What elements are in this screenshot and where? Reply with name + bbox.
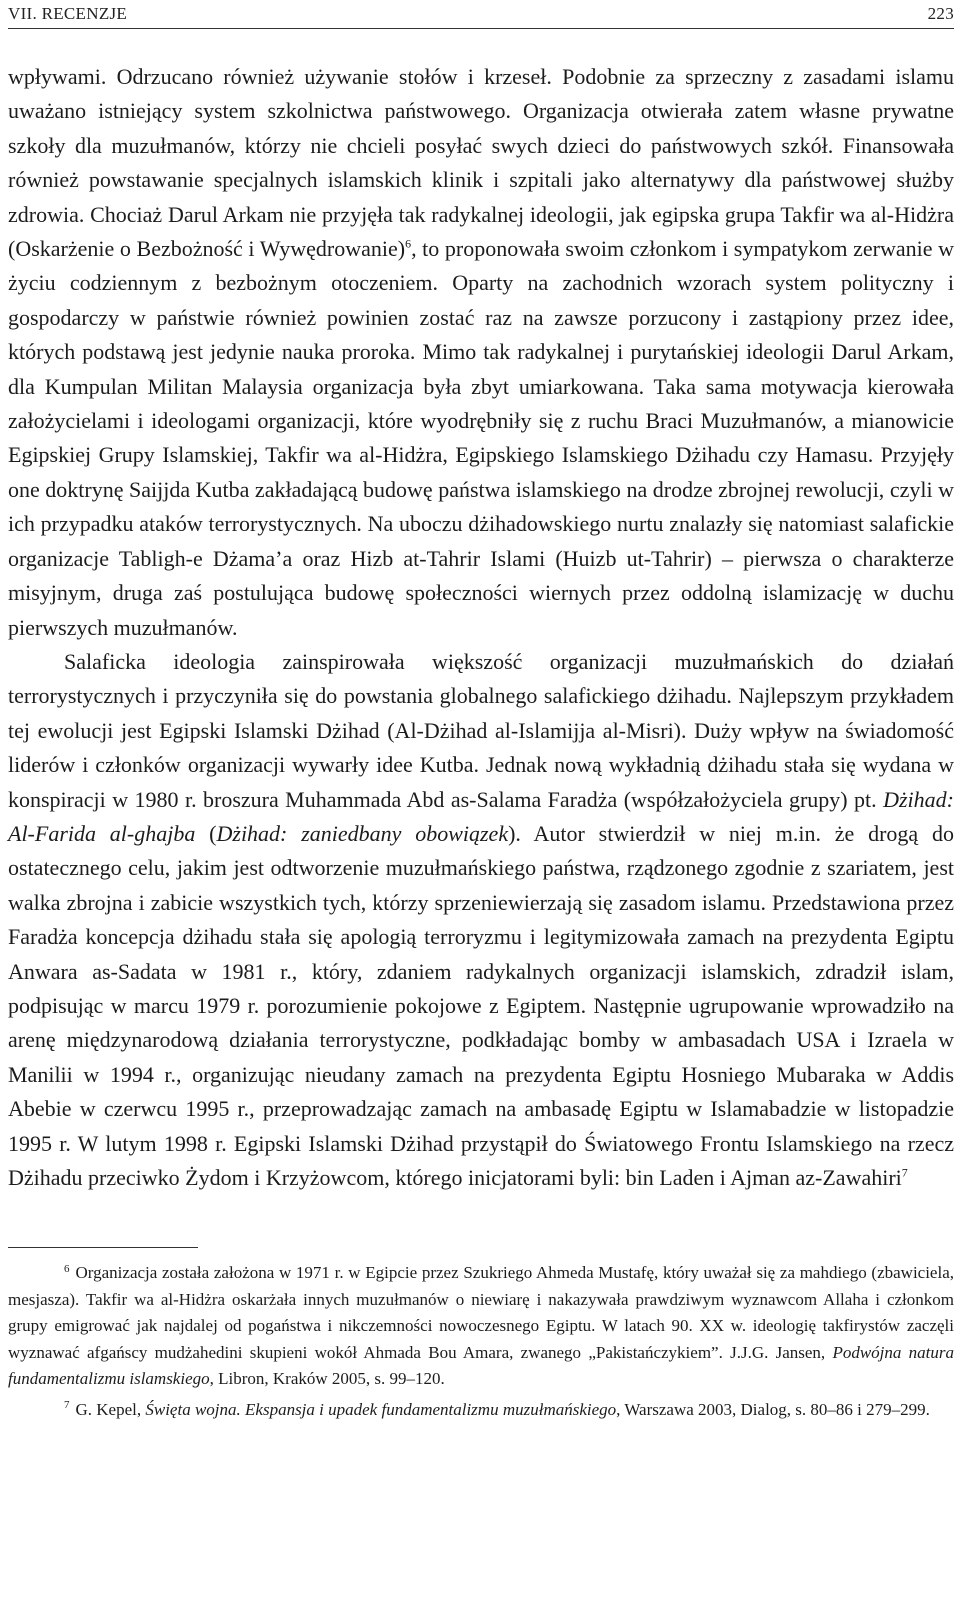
main-text — [8, 60, 954, 1195]
running-header — [8, 0, 954, 30]
footnote-7-text-b: , Warszawa 2003, Dialog, s. 80–86 i 279–299. — [616, 1399, 930, 1419]
paragraph-2-text-a: Salaficka ideologia zainspirowała większość organizacji muzułmańskich do działań terrorystycznych i przyczyniła się do powstania globalnego salafickiego dżihadu. Najlepszym przykładem tej ewolucji jest Egipski Islamski Dżihad (Al-Dżihad al-Islamijja al-Misri). Duży wpływ na świadomość liderów i członków organizacji wywarły idee Kutba. Jednak nową wykładnią dżihadu stała się wydana w konspiracji w 1980 r. broszura Muhammada Abd as-Salama Faradża (współzałożyciela grupy) pt. — [8, 648, 954, 812]
footnote-7-mark: 7 — [64, 1399, 70, 1412]
paragraph-2-text-c: ). Autor stwierdził w niej m.in. że drogą do ostatecznego celu, jakim jest odtworzenie muzułmańskiego państwa, rządzonego zgodnie z szariatem, jest walka zbrojna i zabicie wszystkich tych, którzy sprzeniewierzają się zasadom islamu. Przedstawiona przez Faradża koncepcja dżihadu stała się apologią terroryzmu i legitymizowała zamach na prezydenta Egiptu Anwara as-Sadata w 1981 r., który, zdaniem radykalnych organizacji islamskich, zdradził islam, podpisując w marcu 1979 r. porozumienie pokojowe z Egiptem. Następnie ugrupowanie wprowadziło na arenę międzynarodową działania terrorystyczne, podkładając bomby w ambasadach USA i Izraela w Manilii w 1994 r., organizując nieudany zamach na prezydenta Egiptu Hosniego Mubaraka w Addis Abebie w czerwcu 1995 r., przeprowadzając zamach na ambasadę Egiptu w Islamabadzie w listopadzie 1995 r. W lutym 1998 r. Egipski Islamski Dżihad przystąpił do Światowego Frontu Islamskiego na rzecz Dżihadu przeciwko Żydom i Krzyżowcom, którego inicjatorami byli: bin Laden i Ajman az-Zawahiri — [8, 820, 954, 1190]
footnote-6 — [8, 1260, 954, 1393]
paragraph-1-text-b: , to proponowała swoim członkom i sympatykom zerwanie w życiu codziennym z bezbożnym otoczeniem. Oparty na zachodnich wzorach system polityczny i gospodarczy w państwie również powinien zostać raz na zawsze porzucony i zastąpiony przez idee, których podstawą jest jedynie nauka proroka. Mimo tak radykalnej i purytańskiej ideologii Darul Arkam, dla Kumpulan Militan Malaysia organizacja była zbyt umiarkowana. Taka sama motywacja kierowała założycielami i ideologami organizacji, które wyodrębniły się z ruchu Braci Muzułmanów, a mianowicie Egipskiej Grupy Islamskiej, Takfir wa al-Hidżra, Egipskiego Islamskiego Dżihadu czy Hamasu. Przyjęły one doktrynę Saijjda Kutba zakładającą budowę państwa islamskiego na drodze zbrojnej rewolucji, czyli w ich przypadku ataków terrorystycznych. Na uboczu dżihadowskiego nurtu znalazły się natomiast salafickie organizacje Tabligh-e Dżama’a oraz Hizb at-Tahrir Islami (Huizb ut-Tahrir) – pierwsza o charakterze misyjnym, druga zaś postulująca budowę społeczności wiernych przez oddolną islamizację w duchu pierwszych muzułmanów. — [8, 236, 954, 640]
footnote-6-text-a: Organizacja została założona w 1971 r. w Egipcie przez Szukriego Ahmeda Mustafę, który uważał się za mahdiego (zbawiciela, mesjasza). Takfir wa al-Hidżra oskarżała innych muzułmanów o niewiarę i nakazywała prawdziwym wyznawcom Allaha i członkom grupy emigrować jak najdalej od pogaństwa i nikczemności nowoczesnego Egiptu. W latach 90. XX w. ideologię takfirystów zaczęli wyznawać afgańscy mudżahedini skupieni wokół Ahmada Bou Amara, zwanego „Pakistańczykiem”. J.J.G. Jansen, — [8, 1263, 954, 1362]
footnote-separator — [8, 1247, 198, 1248]
paragraph-1-text-a: wpływami. Odrzucano również używanie stołów i krzeseł. Podobnie za sprzeczny z zasadami islamu uważano istniejący system szkolnictwa państwowego. Organizacja otwierała zatem własne prywatne szkoły dla muzułmanów, którzy nie chcieli posyłać swych dzieci do państwowych szkół. Finansowała również powstawanie specjalnych islamskich klinik i szpitali jako alternatywy dla państwowej służby zdrowia. Chociaż Darul Arkam nie przyjęła tak radykalnej ideologii, jak egipska grupa Takfir wa al-Hidżra (Oskarżenie o Bezbożność i Wywędrowanie) — [8, 64, 954, 262]
footnote-6-mark: 6 — [64, 1262, 70, 1275]
paragraph-2-text-b: ( — [195, 820, 217, 846]
paragraph-2 — [8, 645, 954, 1196]
book-page — [8, 0, 954, 1427]
footnotes — [8, 1260, 954, 1423]
cited-title: Dżihad: Al-Farida al-ghajba — [8, 786, 954, 846]
footnote-ref-6: 6 — [405, 236, 412, 251]
page-number: 223 — [927, 4, 954, 23]
header-rule — [8, 28, 954, 29]
footnote-7-title: Święta wojna. Ekspansja i upadek fundamentalizmu muzułmańskiego — [145, 1399, 617, 1419]
footnote-7 — [8, 1397, 954, 1424]
paragraph-1 — [8, 60, 954, 645]
footnote-ref-7: 7 — [901, 1165, 908, 1180]
footnote-7-text-a: G. Kepel, — [75, 1399, 146, 1419]
section-title: VII. RECENZJE — [8, 4, 128, 23]
footnote-6-title: Podwójna natura fundamentalizmu islamskiego — [8, 1342, 954, 1389]
cited-title-translation: Dżihad: zaniedbany obowiązek — [216, 820, 509, 846]
footnote-6-text-b: , Libron, Kraków 2005, s. 99–120. — [209, 1369, 445, 1389]
